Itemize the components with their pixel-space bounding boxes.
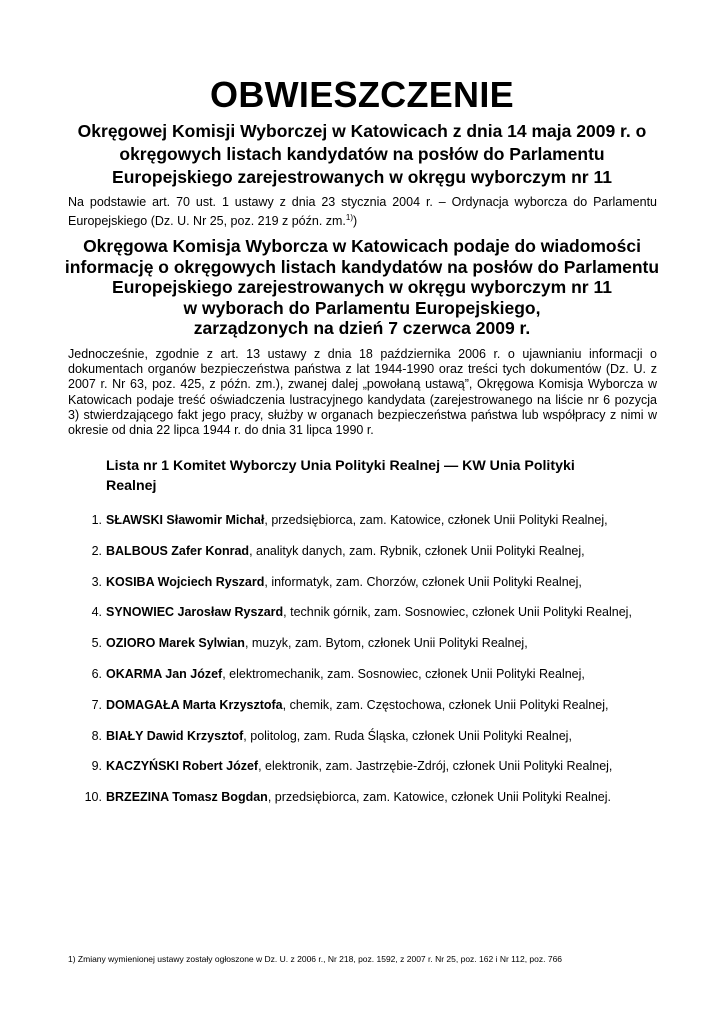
- announcement-line: Okręgowa Komisja Wyborcza w Katowicach podaje do wiadomości: [83, 236, 641, 256]
- candidate-number: 3.: [91, 574, 102, 589]
- candidate-item: [68, 510, 668, 541]
- candidate-name: BALBOUS Zafer Konrad: [106, 543, 250, 558]
- legal-basis-text: Na podstawie art. 70 ust. 1 ustawy z dnia 23 stycznia 2004 r. – Ordynacja wyborcza do Parlamentu Europejskiego (Dz. U. Nr 25, poz. 219 z późn. zm.: [68, 195, 657, 229]
- candidate-name: OZIORO Marek Sylwian: [106, 636, 245, 651]
- candidate-details: , analityk danych, zam. Rybnik, członek Unii Polityki Realnej,: [249, 543, 585, 558]
- candidate-name: DOMAGAŁA Marta Krzysztofa: [106, 697, 283, 712]
- candidate-number: 10.: [84, 790, 102, 805]
- candidate-name: SŁAWSKI Sławomir Michał: [106, 513, 265, 527]
- footnote: 1) Zmiany wymienionej ustawy zostały ogłoszone w Dz. U. z 2006 r., Nr 218, poz. 1592, z 2007 r. Nr 25, poz. 162 i Nr 112, poz. 766: [68, 954, 563, 964]
- candidate-item: [68, 695, 668, 726]
- candidate-item: [68, 787, 668, 818]
- candidate-details: , politolog, zam. Ruda Śląska, członek Unii Polityki Realnej,: [243, 728, 572, 743]
- candidate-item: [68, 602, 668, 633]
- candidate-item: [68, 756, 668, 787]
- candidate-number: 9.: [91, 759, 102, 774]
- candidate-name: KACZYŃSKI Robert Józef: [106, 759, 259, 774]
- candidate-details: , informatyk, zam. Chorzów, członek Unii Polityki Realnej,: [264, 574, 582, 589]
- candidate-name: SYNOWIEC Jarosław Ryszard: [106, 605, 284, 620]
- document-subtitle: Okręgowej Komisji Wyborczej w Katowicach z dnia 14 maja 2009 r. o okręgowych listach kandydatów na posłów do Parlamentu Europejskiego zarejestrowanych w okręgu wyborczym nr 11: [77, 121, 647, 187]
- candidate-details: , chemik, zam. Częstochowa, członek Unii Polityki Realnej,: [282, 697, 609, 712]
- candidate-details: , przedsiębiorca, zam. Katowice, członek Unii Polityki Realnej.: [267, 790, 612, 805]
- candidate-name: OKARMA Jan Józef: [106, 666, 223, 681]
- announcement-heading: [60, 236, 664, 339]
- candidate-details: , elektronik, zam. Jastrzębie-Zdrój, członek Unii Polityki Realnej,: [258, 759, 613, 774]
- candidate-details: , muzyk, zam. Bytom, członek Unii Polityki Realnej,: [244, 636, 528, 651]
- candidate-name: KOSIBA Wojciech Ryszard: [106, 574, 265, 589]
- candidate-number: 6.: [91, 666, 102, 681]
- announcement-line: w wyborach do Parlamentu Europejskiego,: [183, 297, 541, 318]
- announcement-line: Europejskiego zarejestrowanych w okręgu wyborczym nr 11: [112, 277, 612, 298]
- announcement-line: informację o okręgowych listach kandydatów na posłów do Parlamentu: [64, 256, 660, 277]
- document-title: OBWIESZCZENIE: [210, 74, 514, 115]
- legal-basis-closing: ): [353, 214, 358, 229]
- candidate-number: 5.: [91, 636, 102, 651]
- announcement-line: zarządzonych na dzień 7 czerwca 2009 r.: [193, 318, 531, 339]
- candidate-item: [68, 664, 668, 695]
- candidate-number: 4.: [91, 605, 102, 620]
- candidate-name: BIAŁY Dawid Krzysztof: [106, 728, 244, 743]
- list-heading: Lista nr 1 Komitet Wyborczy Unia Polityki Realnej — KW Unia Polityki Realnej: [106, 458, 575, 494]
- candidate-item: [68, 541, 668, 572]
- candidate-item: [68, 572, 668, 603]
- lustration-paragraph: Jednocześnie, zgodnie z art. 13 ustawy z dnia 18 października 2006 r. o ujawnianiu informacji o dokumentach organów bezpieczeństwa państwa z lat 1944-1990 oraz treści tych dokumentów (Dz. U. z 2007 r. Nr 63, poz. 425, z późn. zm.), zwanej dalej „powołaną ustawą”, Okręgowa Komisja Wyborcza w Katowicach podaje treść oświadczenia lustracyjnego kandydata (zarejestrowanego na liście nr 6 pozycja 3) stwierdzającego fakt jego pracy, służby w organach bezpieczeństwa państwa lub współpracy z nimi w okresie od dnia 22 lipca 1944 r. do dnia 31 lipca 1990 r.: [68, 347, 657, 438]
- candidate-list: [68, 510, 668, 818]
- candidate-number: 1.: [91, 513, 102, 527]
- candidate-details: , przedsiębiorca, zam. Katowice, członek Unii Polityki Realnej,: [264, 513, 608, 527]
- candidate-details: , technik górnik, zam. Sosnowiec, członek Unii Polityki Realnej,: [283, 605, 632, 620]
- legal-basis-paragraph: [68, 195, 657, 229]
- candidate-item: [68, 633, 668, 664]
- candidate-number: 7.: [91, 697, 102, 712]
- candidate-number: 2.: [91, 543, 102, 558]
- candidate-details: , elektromechanik, zam. Sosnowiec, członek Unii Polityki Realnej,: [222, 666, 585, 681]
- candidate-number: 8.: [91, 728, 102, 743]
- footnote-reference: 1): [345, 213, 354, 222]
- candidate-item: [68, 726, 668, 757]
- candidate-name: BRZEZINA Tomasz Bogdan: [106, 790, 268, 805]
